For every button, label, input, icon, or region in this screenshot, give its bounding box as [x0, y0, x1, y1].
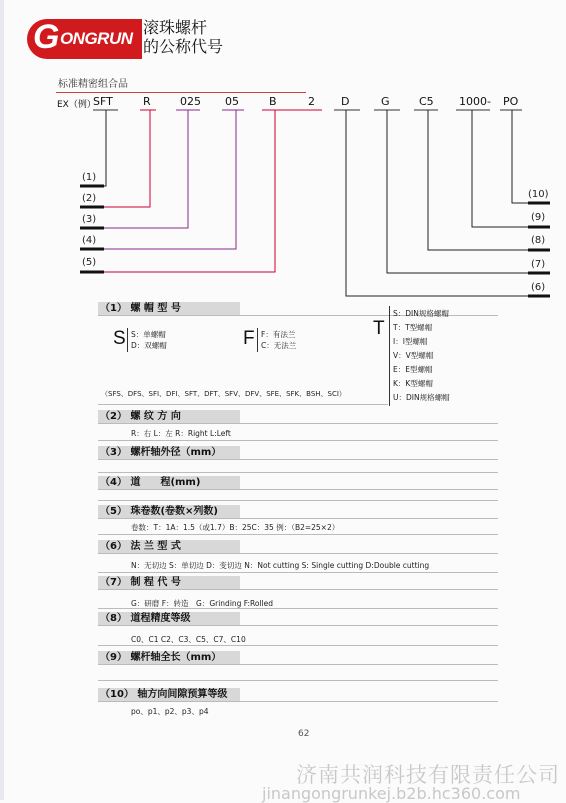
- marker-6: (6): [531, 282, 546, 293]
- section-5-title: （5） 珠卷数(卷数×列数): [98, 505, 240, 518]
- marker-9: (9): [531, 212, 546, 223]
- section-2-rule: [98, 423, 498, 424]
- section-9-bottom-rule: [98, 680, 498, 681]
- footer-url: jinangongrunkej.b2b.hc360.com: [262, 784, 521, 803]
- nut-f-bar: [257, 328, 258, 352]
- section-6-rule: [98, 553, 498, 554]
- nut-t-bar: [389, 306, 390, 406]
- nut-f-line-2: C：无法兰: [261, 341, 297, 350]
- section-2-title: （2） 螺 纹 方 向: [98, 410, 240, 423]
- section-10-desc: po、p1、p2、p3、p4: [131, 707, 209, 716]
- section-7-title: （7） 制 程 代 号: [98, 576, 240, 589]
- section-7-bottom-rule: [98, 608, 498, 609]
- section-5-bottom-rule: [98, 534, 498, 535]
- nut-t-line-2: T：T型螺帽: [393, 323, 433, 332]
- nut-f-options: [261, 329, 296, 351]
- section-10-title: （10） 轴方向间隙预算等级: [98, 688, 240, 701]
- nut-t-letter: T: [373, 318, 385, 339]
- nut-t-line-6: K：K型螺帽: [393, 379, 433, 388]
- nut-series-list: （SFS、DFS、SFI、DFI、SFT、DFT、SFV、DFV、SFE、SFK、BSH、SCI）: [101, 390, 346, 398]
- logo-g-letter: G: [33, 17, 59, 56]
- footer-company: 济南共润科技有限责任公司: [296, 763, 560, 787]
- subtitle: 标准精密组合品: [58, 79, 128, 90]
- marker-10: (10): [528, 189, 549, 200]
- title-line2: 的公称代号: [143, 37, 224, 56]
- code-g: G: [381, 95, 390, 108]
- section-7-desc: G：研磨 F：转造 G：Grinding F:Rolled: [131, 599, 274, 608]
- nut-t-line-1: S：DIN规格螺帽: [393, 309, 449, 318]
- marker-7: (7): [531, 259, 546, 270]
- section-3-rule: [98, 459, 498, 460]
- nut-s-letter: S: [113, 328, 126, 349]
- section-8-rule: [98, 625, 498, 626]
- nut-s-bar: [127, 328, 128, 352]
- nut-s-line-1: S：单螺帽: [131, 330, 166, 339]
- section-8-desc: C0、C1 C2、C3、C5、C7、C10: [131, 635, 246, 644]
- nut-s-line-2: D：双螺帽: [131, 341, 167, 350]
- section-6-title: （6） 法 兰 型 式: [98, 540, 240, 553]
- title-line1: 滚珠螺杆: [143, 18, 208, 37]
- nut-t-line-5: E：E型螺帽: [393, 365, 433, 374]
- nut-t-line-4: V：V型螺帽: [393, 351, 434, 360]
- section-1-title: （1） 螺 帽 型 号: [98, 302, 240, 315]
- section-6-desc: N：无切边 S：单切边 D：变切边 N：Not cutting S: Single cutting D:Double cutting: [131, 561, 430, 570]
- section-3-title: （3） 螺杆轴外径（mm）: [98, 446, 240, 459]
- code-r: R: [143, 95, 151, 108]
- marker-3: (3): [82, 214, 97, 225]
- marker-1: (1): [82, 172, 97, 183]
- nut-f-line-1: F：有法兰: [261, 330, 296, 339]
- logo-text: ONGRUN: [59, 29, 133, 48]
- section-4-rule: [98, 489, 498, 490]
- code-b: B: [269, 95, 277, 108]
- code-2: 2: [308, 95, 315, 108]
- code-d: D: [341, 95, 350, 108]
- section-1-bottom-rule: [98, 404, 388, 405]
- nut-t-options: [393, 307, 450, 405]
- page-number: 62: [298, 729, 310, 739]
- section-6-bottom-rule: [98, 572, 498, 573]
- nut-t-line-3: I：I型螺帽: [393, 337, 428, 346]
- nut-s-options: [131, 329, 167, 351]
- section-4-bottom-rule: [98, 500, 498, 501]
- section-8-title: （8） 道程精度等级: [98, 612, 240, 625]
- marker-4: (4): [82, 235, 97, 246]
- section-8-bottom-rule: [98, 645, 498, 646]
- marker-5: (5): [82, 257, 97, 268]
- section-10-rule: [98, 701, 498, 702]
- connector-lines: [0, 0, 566, 300]
- marker-8: (8): [531, 235, 546, 246]
- nut-f-letter: F: [243, 328, 255, 349]
- section-9-rule: [98, 664, 498, 665]
- code-po: PO: [503, 95, 519, 108]
- section-2-desc: R：右 L：左 R：Right L:Left: [131, 429, 231, 438]
- section-5-desc: 卷数：T：1A：1.5（或1.7）B：25C：35 例：（B2=25×2）: [131, 523, 340, 532]
- nut-t-line-7: U：DIN规格螺帽: [393, 393, 450, 402]
- section-7-rule: [98, 589, 498, 590]
- code-1000: 1000-: [459, 95, 491, 108]
- section-2-bottom-rule: [98, 440, 498, 441]
- code-05: 05: [225, 95, 239, 108]
- example-prefix: EX（例）: [57, 100, 96, 110]
- section-5-rule: [98, 518, 498, 519]
- marker-2: (2): [82, 193, 97, 204]
- section-3-bottom-rule: [98, 472, 498, 473]
- section-4-title: （4） 道 程(mm): [98, 476, 240, 489]
- code-sft: SFT: [93, 95, 113, 108]
- section-9-title: （9） 螺杆轴全长（mm）: [98, 651, 240, 664]
- code-025: 025: [180, 95, 201, 108]
- code-c5: C5: [419, 95, 434, 108]
